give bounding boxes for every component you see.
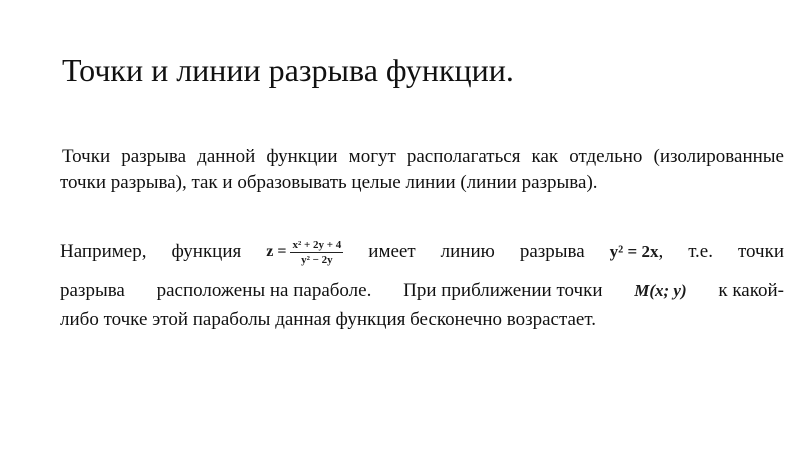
paragraph-example-line-3: либо точке этой параболы данная функция бесконечно возрастает. [60,309,596,330]
slide-title: Точки и линии разрыва функции. [62,52,514,88]
curve-group [610,241,664,263]
paragraph-example-line-1 [60,237,784,267]
text-word: разрыва [519,241,585,262]
text-phrase: расположены на параболе. [156,280,372,301]
formula-denominator: y² − 2y [301,253,333,266]
text-word: линию [440,241,495,262]
paragraph-isolated-points: Точки разрыва данной функции могут располагаться как отдельно (изолированные точки разрыва), так и образовывать целые линии (линии разрыва). [60,146,784,193]
point-formula: M(x; y) [634,281,687,300]
paragraph-example-line-2 [60,276,784,306]
function-formula [266,239,343,266]
formula-fraction [290,239,343,266]
discontinuity-curve-formula: y² = 2x [609,242,659,261]
text-comma: , [658,241,664,262]
formula-lhs: z = [266,243,287,260]
formula-numerator: x² + 2y + 4 [292,238,342,251]
text-word: имеет [368,241,416,262]
text-word: разрыва [60,280,125,301]
text-phrase: к какой- [718,280,784,301]
text-phrase: При приближении точки [403,280,603,301]
text-word: т.е. [688,241,713,262]
text-word: Например, [60,241,147,262]
text-word: точки [737,241,784,262]
text-word: функция [171,241,242,262]
